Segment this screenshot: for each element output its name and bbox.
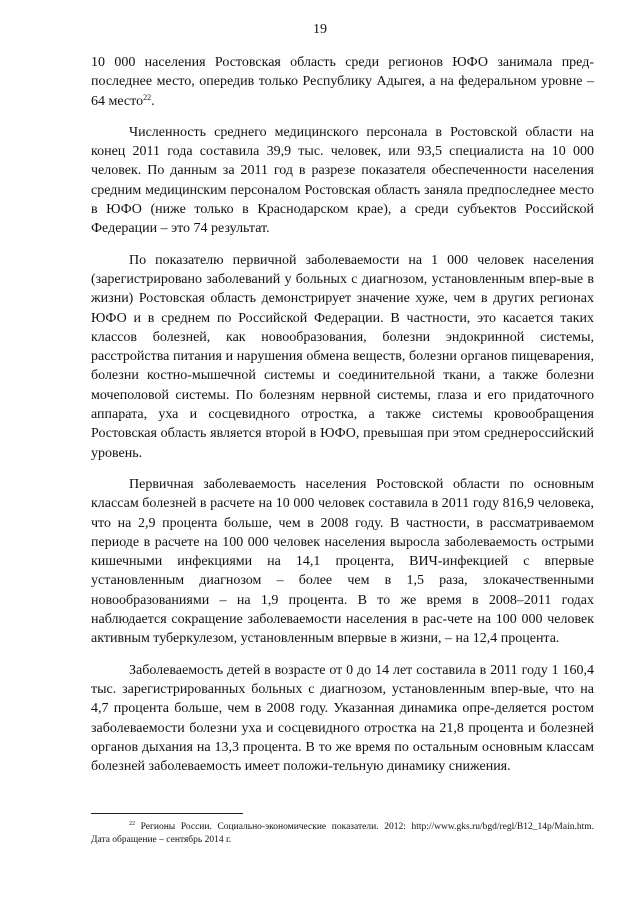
body-text bbox=[91, 53, 594, 788]
paragraph-1-text: 10 000 населения Ростовская область среди регионов ЮФО занимала пред-последнее место, опередив только Республику Адыгея, а на федеральном уровне – 64 место bbox=[91, 55, 594, 109]
paragraph-5: Заболеваемость детей в возрасте от 0 до 14 лет составила в 2011 году 1 160,4 тыс. зарегистрированных больных с диагнозом, установленным впер-вые, что на 4,7 процента больше, чем в 2008 году. Указанная динамика опре-деляется ростом заболеваемости болезни уха и сосцевидного отростка на 21,8 процента и болезней органов дыхания на 13,3 процента. В то же время по остальным основным классам болезней заболеваемость имеет положи-тельную динамику снижения. bbox=[91, 662, 594, 775]
paragraph-1: 10 000 населения Ростовская область среди регионов ЮФО занимала пред-последнее место, опередив только Республику Адыгея, а на федеральном уровне – 64 место$^{22}$. bbox=[91, 55, 594, 109]
footnote bbox=[91, 821, 594, 847]
footnote-marker: 22 bbox=[129, 821, 135, 827]
page-number: 19 bbox=[313, 22, 327, 37]
footnote-text: Регионы России. Социально-экономические показатели. 2012: http://www.gks.ru/bgd/regl/B12_14p/Main.htm. Дата обращение – сентябрь 2014 г. bbox=[91, 822, 594, 845]
paragraph-3: По показателю первичной заболеваемости на 1 000 человек населения (зарегистрировано заболеваний у больных с диагнозом, установленным впер-вые в жизни) Ростовская область демонстрирует значение хуже, чем в других регионах ЮФО и в среднем по Российской Федерации. В частности, это касается таких классов болезней, как новообразования, болезни эндокринной системы, расстройства питания и нарушения обмена веществ, болезни органов пищеварения, болезни костно-мышечной системы и соединительной ткани, а также болезни мочеполовой системы. По болезням нервной системы, глаза и его придаточного аппарата, уха и сосцевидного отростка, а также системы кровообращения Ростовская область является второй в ЮФО, превышая при этом среднероссийский уровень. bbox=[91, 252, 594, 461]
paragraph-4: Первичная заболеваемость населения Ростовской области по основным классам болезней в расчете на 10 000 человек составила в 2011 году 816,9 человека, что на 2,9 процента больше, чем в 2008 году. В частности, в рассматриваемом периоде в расчете на 100 000 человек населения выросла заболеваемость острыми кишечными инфекциями на 14,1 процента, ВИЧ-инфекцией с впервые установленным диагнозом – более чем в 1,5 раза, злокачественными новообразованиями – на 1,9 процента. В то же время в 2008–2011 годах наблюдается сокращение заболеваемости населения в рас-чете на 100 000 человек активным туберкулезом, установленным впервые в жизни, – на 12,4 процента. bbox=[91, 476, 594, 647]
paragraph-2: Численность среднего медицинского персонала в Ростовской области на конец 2011 года составила 39,9 тыс. человек, или 93,5 специалиста на 10 000 человек. По данным за 2011 год в разрезе показателя обеспеченности населения средним медицинским персоналом Ростовская область заняла предпоследнее место в ЮФО (ниже только в Краснодарском крае), а среди субъектов Российской Федерации – это 74 результат. bbox=[91, 124, 594, 237]
footnote-divider bbox=[91, 813, 243, 814]
footnote-reference[interactable]: 22 bbox=[143, 92, 152, 102]
